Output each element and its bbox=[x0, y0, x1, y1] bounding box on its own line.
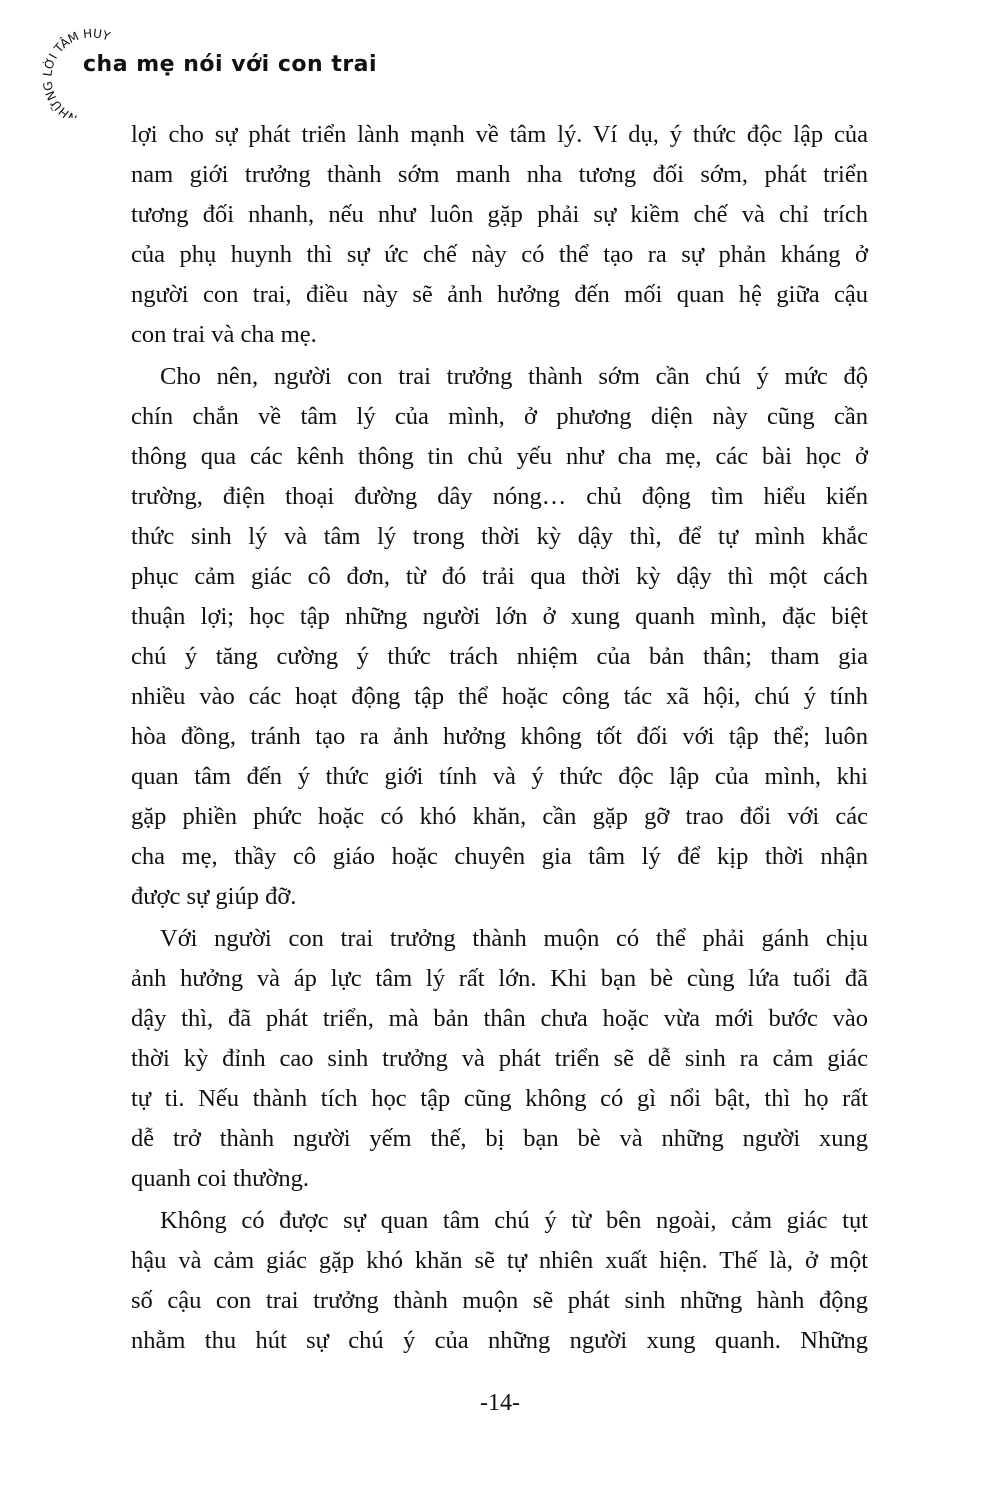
text-line: hậu và cảm giác gặp khó khăn sẽ tự nhiên xuất hiện. Thế là, ở một bbox=[131, 1247, 868, 1274]
text-line: dậy thì, đã phát triển, mà bản thân chưa hoặc vừa mới bước vào bbox=[131, 1005, 868, 1032]
text-line: thông qua các kênh thông tin chủ yếu như cha mẹ, các bài học ở bbox=[131, 443, 868, 470]
text-line: chín chắn về tâm lý của mình, ở phương diện này cũng cần bbox=[131, 403, 868, 430]
text-line: nam giới trưởng thành sớm manh nha tương đối sớm, phát triển bbox=[131, 161, 868, 188]
svg-text:NHỮNG LỜI TÂM HUYẾT: NHỮNG LỜI TÂM HUY bbox=[40, 26, 112, 118]
text-line: người con trai, điều này sẽ ảnh hưởng đến mối quan hệ giữa cậu bbox=[131, 281, 868, 308]
text-line: nhiều vào các hoạt động tập thể hoặc công tác xã hội, chú ý tính bbox=[131, 683, 868, 710]
text-line: thức sinh lý và tâm lý trong thời kỳ dậy thì, để tự mình khắc bbox=[131, 523, 868, 550]
text-line: con trai và cha mẹ. bbox=[131, 321, 317, 348]
paragraph bbox=[131, 115, 868, 355]
text-line: phục cảm giác cô đơn, từ đó trải qua thời kỳ dậy thì một cách bbox=[131, 563, 868, 590]
paragraph bbox=[131, 357, 868, 917]
text-line: Không có được sự quan tâm chú ý từ bên ngoài, cảm giác tụt bbox=[160, 1207, 868, 1234]
text-line: Cho nên, người con trai trưởng thành sớm cần chú ý mức độ bbox=[160, 363, 868, 390]
page-number: -14- bbox=[480, 1390, 520, 1416]
text-line: chú ý tăng cường ý thức trách nhiệm của bản thân; tham gia bbox=[131, 643, 868, 670]
text-line: nhằm thu hút sự chú ý của những người xung quanh. Những bbox=[131, 1327, 868, 1354]
text-line: gặp phiền phức hoặc có khó khăn, cần gặp gỡ trao đổi với các bbox=[131, 803, 868, 830]
text-line: thời kỳ đỉnh cao sinh trưởng và phát triển sẽ dễ sinh ra cảm giác bbox=[131, 1045, 868, 1072]
text-line: thuận lợi; học tập những người lớn ở xung quanh mình, đặc biệt bbox=[131, 603, 868, 630]
text-line: cha mẹ, thầy cô giáo hoặc chuyên gia tâm lý để kịp thời nhận bbox=[131, 843, 868, 870]
text-line: hòa đồng, tránh tạo ra ảnh hưởng không tốt đối với tập thể; luôn bbox=[131, 723, 868, 750]
text-line: trường, điện thoại đường dây nóng… chủ động tìm hiểu kiến bbox=[131, 483, 868, 510]
text-line: tự ti. Nếu thành tích học tập cũng không có gì nổi bật, thì họ rất bbox=[131, 1085, 868, 1112]
text-line: ảnh hưởng và áp lực tâm lý rất lớn. Khi bạn bè cùng lứa tuổi đã bbox=[131, 965, 868, 992]
text-line: số cậu con trai trưởng thành muộn sẽ phát sinh những hành động bbox=[131, 1287, 868, 1314]
text-line: của phụ huynh thì sự ức chế này có thể tạo ra sự phản kháng ở bbox=[131, 241, 868, 268]
paragraph bbox=[131, 1201, 868, 1361]
text-line: được sự giúp đỡ. bbox=[131, 883, 297, 910]
text-line: quanh coi thường. bbox=[131, 1165, 309, 1192]
text-line: tương đối nhanh, nếu như luôn gặp phải sự kiềm chế và chỉ trích bbox=[131, 201, 868, 228]
paragraph bbox=[131, 919, 868, 1199]
text-line: quan tâm đến ý thức giới tính và ý thức độc lập của mình, khi bbox=[131, 763, 868, 790]
text-line: lợi cho sự phát triển lành mạnh về tâm lý. Ví dụ, ý thức độc lập của bbox=[131, 121, 868, 148]
series-title: cha mẹ nói với con trai bbox=[83, 52, 378, 77]
text-line: Với người con trai trưởng thành muộn có thể phải gánh chịu bbox=[160, 925, 868, 952]
text-line: dễ trở thành người yếm thế, bị bạn bè và những người xung bbox=[131, 1125, 868, 1152]
body-text bbox=[131, 115, 868, 1363]
